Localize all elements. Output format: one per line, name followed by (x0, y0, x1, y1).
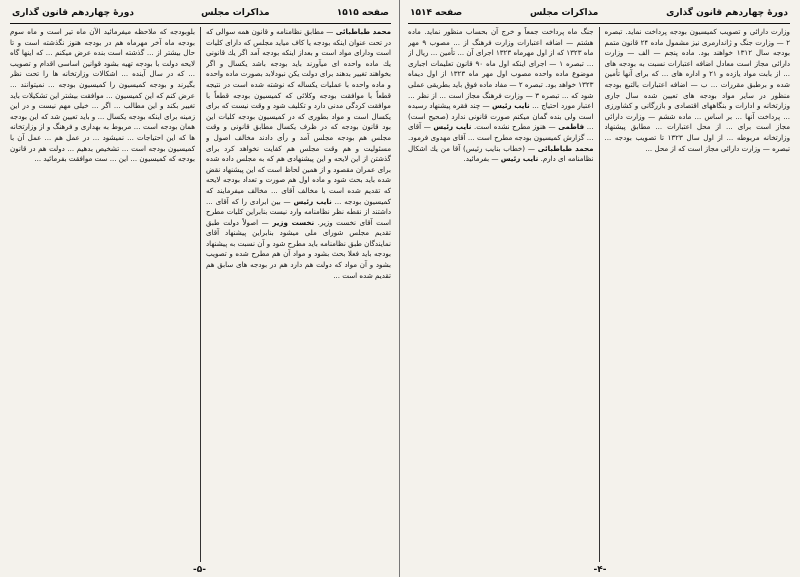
right-page-number: صفحه ۱۵۱۴ (410, 8, 463, 18)
right-page-col-right (605, 27, 791, 562)
left-page-col-right (206, 27, 391, 562)
paragraph-text: — اصولاً دولت طبق تقدیم مجلس شورای ملی میشود بنابراین پیشنهاد آقای نمایندگان طبق نظامنامه باید مطرح شود و آن نسبت به پیشنهاد بودجه باید فعلا بحث بشود و مواد آن هم مطرح شده و تصویب بشود و آن مواد که دولت هم دارد هم در بودجه های سابق هم تقدیم شده است ... (206, 217, 391, 280)
paragraph-text: اگر ... خیلی مهم نیست و در این زمینه برای اینکه بودجه یکسال ... و باید تعیین شد که این بودجه همان بودجه است ... (10, 101, 195, 132)
speaker-name: نایب رئیس (293, 196, 332, 206)
paragraph-text: تبصره ۳ — وزارت فرهنگ مجاز است ... از نظر ... اعتبار مورد احتیاج ... (408, 90, 594, 111)
speaker-name: نایب رئیس (500, 154, 539, 164)
column-divider (599, 27, 600, 562)
right-page-section: مذاکرات مجلس (529, 8, 599, 18)
paragraph-text: تبصره ۲ — وزارت جنگ و ژاندارمری نیز مشمول ماده ۲۴ قانون متمم بودجه سال ۱۳۱۲ خواهند بود. (604, 27, 790, 58)
right-page-header (408, 6, 790, 24)
paragraph-text: مربوط به بهداری و فرهنگ و از وزارتخانه ها که این احتیاجات ... نمیشود ... در عمل هم ... عمل آن با کمیسیون بودجه است ... (10, 122, 195, 153)
paragraph-text: اشکالات وزارتخانه ها را تحت نظر بگیرند و بودجه کمیسیون را کمیسیون بودجه ... نمیتوانند ... عرض کنم که این کمیسیون ... (10, 69, 195, 100)
paragraph-text: — مطابق نظامنامه و قانون همه سوالی که در تحت عنوان اینکه بودجه یا کاف میاید مجلس که دارای کلیات است ودارای مواد است و بعداز اینکه بودجه آمد اگر یك قانونی یك ماده واحده ای میآورند باید بودجه باشد یکسال و اگر بخواهند تغییر بدهند برای دولت یکن نبودلابد بصورت ماده واحده و ماده واحده با عملیات یکساله که نوشته شده است در نتیجه قطعاً با موافقت بودجه وکلائی که کمیسیون بودجه قطعاً با موافقت کردگی مدنی دارد و تکلیف شود و وقت نیست که برای یکسال است (206, 27, 391, 121)
speaker-name: محمد طباطبائی (335, 27, 391, 36)
paragraph-text: ماده پنجم — الف — وزارت دارائی مجاز است معادل اضافه اعتبارات نسبت به بودجه های ... از بابت مواد یازده و ۲۱ و اداره های ... که برای آنها تأمین شده و برطبق مقررات ... (604, 48, 790, 89)
paragraph-text: ماده ششم — وزارت دارائی مجاز است برای ... از محل اعتبارات ... مطابق پیشنهاد وزارتخانه مربوطه ... از اول سال ۱۳۲۳ تا تصویب بودجه ... (604, 111, 790, 142)
paragraph-text: و مواد بطوری که در کمیسیون بودجه کلیات این بود قانون بودجه که در ظرف یکسال مطابق قانونی و وقت مجلس هم بودجه مجلس آمد و رأی دادند مخالف اصول و مسئولیت و هم وقت مجلس هم کفایت نخواهد کرد برای گذشتن از این لایحه و این پیشنهادی هم که به مجلس داده شده برای عمران مقصود و از همین لحاظ است که این پیشنهاد نقض شده باید بحث شود و (206, 111, 391, 185)
paragraph-text: موافقت بیشتر این تشکیلات باید تغییر بکند و این مطالب ... (10, 90, 195, 111)
paragraph-text: بلوبودجه که ملاحظه میفرمائید الآن ماه تیر است و ماه سوم بودجه ماه آخر مهرماه هم در بودجه هنوز نگذشته است و تا حال بیشتر از ... گذشته است بنده عرض میکنم ... (10, 27, 195, 58)
speaker-name: فاطمی (558, 122, 585, 132)
left-page-columns (10, 27, 391, 562)
paragraph-text: — هنوز مطرح نشده است. (474, 122, 556, 132)
paragraph-text: تشخیص بدهیم ... دولت هم در قانون بودجه که کمیسیون ... این ... ست موافقت بفرمائید ... (10, 143, 195, 164)
left-page-footer: -۵- (193, 565, 206, 575)
speaker-name: نایب رئیس (433, 122, 472, 132)
paragraph-text: — بفرمائید. (463, 154, 499, 164)
paragraph-text: جنگ ماه پرداخت جمعاً و خرج آن بحساب منظور نماید. (424, 27, 594, 36)
paragraph-text: تبصره ۲ — مفاد ماده فوق باید بطریقی عملی شود که ... (408, 79, 594, 100)
paragraph-text: وزارت دارائی و تصویب کمیسیون بودجه پرداخت نماید. (625, 27, 790, 36)
right-page-footer: -۴- (593, 565, 607, 575)
left-page-col-left (10, 27, 195, 562)
speaker-name: محمد طباطبائی (537, 143, 594, 153)
paragraph-text: — چند فقره پیشنهاد رسیده است ولی بنده گمان میکنم صورت قانونی ندارد (صحیح است) ... (408, 101, 594, 132)
paragraph-text: تبصره — وزارت دارائی مجاز است که از محل ... (645, 143, 790, 153)
left-page-header (10, 6, 391, 24)
right-page (400, 0, 800, 577)
speaker-name: نایب رئیس (491, 101, 530, 111)
right-page-journal: دورهٔ چهاردهم قانون گذاری (666, 8, 788, 18)
paragraph-text: ماده اول هم صورت و تعداد بودجه لایحه که تقدیم شده است با مخالف آقای ... مخالف میفرمایند که کمیسیون بودجه ... (206, 175, 391, 206)
paragraph-text: — آقای ... گزارش کمیسیون بودجه مطرح است ... آقای مهدوی فرمود. (408, 122, 594, 142)
column-divider (200, 27, 201, 562)
paragraph-text: ماده هشتم — اضافه اعتبارات وزارت فرهنگ از ... مصوب ۹ مهر ماه ۱۳۲۳ که از اول مهرماه ۱۳۲۳ اجرای آن ... تأمین ... ریال از ... (408, 27, 594, 68)
right-page-col-left (408, 27, 594, 562)
right-page-columns (408, 27, 790, 562)
left-page-section: مذاکرات مجلس (201, 8, 270, 18)
paragraph-text: ب — اضافه اعتبارات بالتبع بودجه منظور در سایر مواد بودجه های تعیین شده سال جاری وزارتخانه و ادارات و بنگاههای اقتصادی و بازرگانی و کشاورزی ... پرداخت آنها ... بر اساس ... (604, 79, 790, 121)
paragraph-text: — (خطاب بنایب رئیس) آقا من یك اشکال نظامنامه ای دارم. (408, 143, 594, 164)
paragraph-text: تبصره ۱ — اجرای اینکه اول ماه ۹۰ قانون تعلیمات اجباری موضوع ماده واحده مصوب اول مهر ماه ۱۳۲۳ از اول دیماه ۱۳۲۳ خواهد بود. (408, 58, 594, 89)
left-page-journal: دورهٔ چهاردهم قانون گذاری (12, 8, 134, 18)
speaker-name: نخست وزیر (272, 217, 315, 227)
left-page-number: صفحه ۱۵۱۵ (336, 8, 389, 18)
paragraph-text: — بین ابرادی را که آقای ... داشتند از نقطه نظر نظامنامه وارد نیست بنابراین کلیات مطرح است آقای نخست وزیر. (206, 196, 391, 227)
paragraph-text: که اینها گاه لایحه دولت با بودجه تهیه بشود قوانین اساسی اقدام و تصویب ... که در سال آینده ... (10, 48, 195, 79)
